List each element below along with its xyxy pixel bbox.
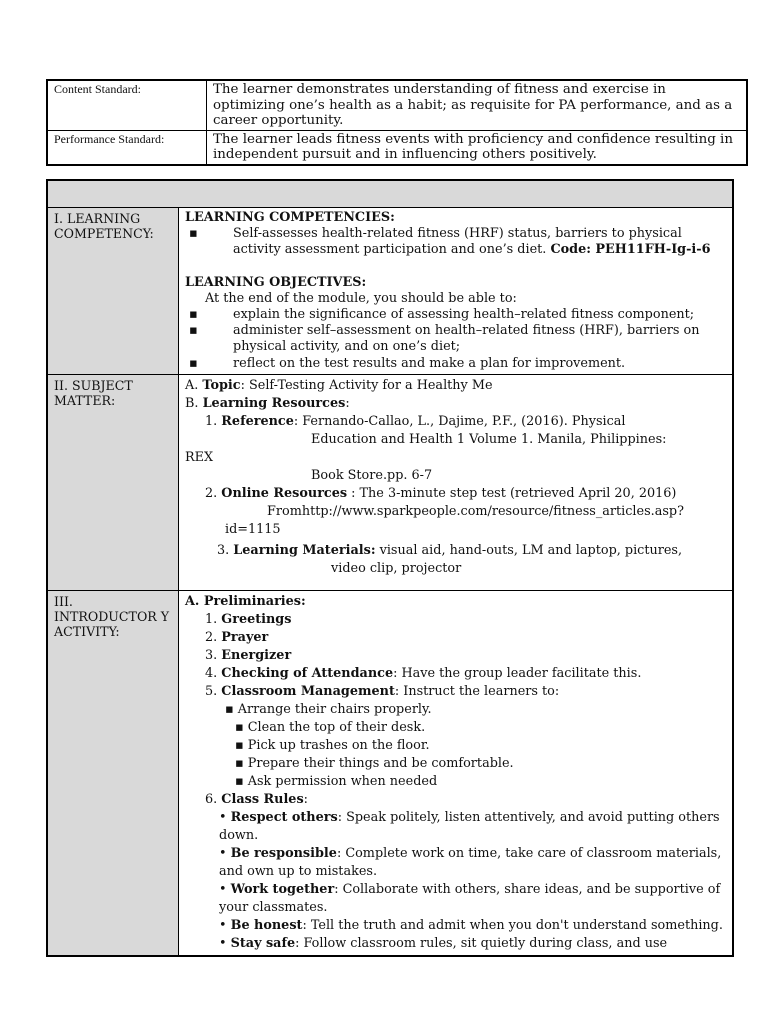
rules-colon: : — [303, 791, 308, 807]
content-standard-text: The learner demonstrates understanding of fitness and exercise in optimizing one’s health as a habit; as requisite for PA performance, and as a career opportunity. — [207, 80, 748, 130]
bullet-icon: ▪ — [189, 355, 198, 371]
preliminary-label: Checking of Attendance — [221, 665, 394, 681]
class-rule-label: Work together — [230, 881, 335, 897]
preliminary-label: Energizer — [221, 647, 292, 663]
competency-row — [47, 208, 733, 375]
bullet-icon: ▪ — [189, 323, 198, 339]
preliminary-num: 3. — [205, 647, 222, 663]
bullet-icon: • — [219, 881, 231, 897]
preliminaries-list — [185, 611, 728, 701]
management-item: ▪ Clean the top of their desk. — [235, 719, 426, 735]
preliminary-num: 2. — [205, 629, 222, 645]
content-standard-row — [47, 80, 747, 130]
lesson-plan-table — [46, 179, 734, 957]
class-rules-list — [185, 809, 728, 953]
subject-matter-label: II. SUBJECT MATTER: — [47, 374, 179, 590]
introductory-activity-row — [47, 590, 733, 956]
resources-prefix: B. — [185, 395, 199, 411]
class-rule-text: : Collaborate with others, share ideas, and be supportive of your classmates. — [219, 881, 721, 915]
subject-matter-content — [179, 374, 734, 590]
subject-matter-row — [47, 374, 733, 590]
online-num: 2. — [205, 485, 218, 501]
reference-line-2: Education and Health 1 Volume 1. Manila, Philippines: — [311, 431, 667, 447]
management-item: ▪ Prepare their things and be comfortable. — [235, 755, 514, 771]
online-url-line-2: id=1115 — [225, 521, 281, 537]
materials-line — [185, 542, 728, 560]
objective-text: reflect on the test results and make a plan for improvement. — [233, 355, 626, 371]
class-rule-item — [185, 845, 728, 881]
bullet-icon: • — [219, 809, 231, 825]
reference-line — [185, 413, 728, 431]
class-rule-text: : Follow classroom rules, sit quietly during class, and use — [295, 935, 668, 951]
competency-bullet-text: Self-assesses health-related fitness (HRF) status, barriers to physical activity assessment participation and one’s diet. — [233, 226, 682, 258]
preliminary-label: Prayer — [221, 629, 269, 645]
bullet-icon: ▪ — [189, 307, 198, 323]
introductory-activity-label: III. INTRODUCTOR Y ACTIVITY: — [47, 590, 179, 956]
performance-standard-label: Performance Standard: — [47, 130, 207, 165]
preliminary-num: 1. — [205, 611, 222, 627]
competency-code: Code: PEH11FH-Ig-i-6 — [550, 242, 711, 258]
objective-text: administer self–assessment on health–related fitness (HRF), barriers on physical activity, and on one’s diet; — [233, 323, 700, 355]
resources-label: Learning Resources — [202, 395, 346, 411]
management-item: ▪ Ask permission when needed — [235, 773, 438, 789]
materials-line-2: video clip, projector — [331, 560, 462, 576]
introductory-activity-content — [179, 590, 734, 956]
preliminary-item — [185, 611, 728, 629]
reference-label: Reference — [221, 413, 294, 429]
preliminary-label: Classroom Management — [221, 683, 395, 699]
class-rule-label: Stay safe — [230, 935, 296, 951]
topic-line — [185, 377, 728, 395]
standards-table — [46, 79, 748, 166]
preliminary-item — [185, 683, 728, 701]
rules-label: Class Rules — [221, 791, 304, 807]
objective-item — [189, 323, 728, 355]
online-label: Online Resources — [221, 485, 348, 501]
class-rule-text: : Complete work on time, take care of classroom materials, and own up to mistakes. — [219, 845, 722, 879]
preliminary-text: : Have the group leader facilitate this. — [393, 665, 642, 681]
class-rule-label: Be honest — [230, 917, 303, 933]
resources-line — [185, 395, 728, 413]
objective-text: explain the significance of assessing health–related fitness component; — [233, 307, 695, 323]
reference-num: 1. — [205, 413, 218, 429]
preliminary-item — [185, 665, 728, 683]
reference-line-4: Book Store.pp. 6-7 — [311, 467, 433, 483]
materials-num: 3. — [217, 542, 230, 558]
bullet-icon: • — [219, 845, 231, 861]
class-rule-label: Respect others — [230, 809, 338, 825]
objectives-intro: At the end of the module, you should be able to: — [205, 290, 517, 306]
topic-label: Topic — [202, 377, 241, 393]
materials-text: visual aid, hand-outs, LM and laptop, pictures, — [375, 542, 683, 558]
materials-label: Learning Materials: — [233, 542, 376, 558]
resources-colon: : — [345, 395, 350, 411]
online-url-line: Fromhttp://www.sparkpeople.com/resource/fitness_articles.asp? — [267, 503, 684, 519]
class-rules-line — [185, 791, 728, 809]
preliminary-text: : Instruct the learners to: — [394, 683, 560, 699]
preliminary-item — [185, 629, 728, 647]
class-rule-item — [185, 809, 728, 845]
management-item: ▪ Pick up trashes on the floor. — [235, 737, 430, 753]
reference-text: : Fernando-Callao, L., Dajime, P.F., (2016). Physical — [293, 413, 626, 429]
class-rule-item — [185, 935, 728, 953]
class-rule-label: Be responsible — [230, 845, 337, 861]
preliminary-item — [185, 647, 728, 665]
competency-label: I. LEARNING COMPETENCY: — [47, 208, 179, 375]
class-rule-text: : Tell the truth and admit when you don't understand something. — [302, 917, 723, 933]
preliminary-num: 5. — [205, 683, 222, 699]
preliminaries-heading: A. Preliminaries: — [185, 593, 306, 609]
rules-num: 6. — [205, 791, 218, 807]
class-rule-text: : Speak politely, listen attentively, and avoid putting others down. — [219, 809, 720, 843]
bullet-icon: ▪ — [189, 226, 198, 242]
content-standard-label: Content Standard: — [47, 80, 207, 130]
online-resources-line — [185, 485, 728, 503]
management-list — [185, 701, 728, 791]
objectives-heading: LEARNING OBJECTIVES: — [185, 274, 367, 290]
preliminary-num: 4. — [205, 665, 222, 681]
topic-prefix: A. — [185, 377, 199, 393]
competency-bullet — [189, 226, 728, 258]
objective-item — [189, 355, 728, 372]
performance-standard-row — [47, 130, 747, 165]
competency-content — [179, 208, 734, 375]
competencies-heading: LEARNING COMPETENCIES: — [185, 210, 395, 225]
performance-standard-text: The learner leads fitness events with proficiency and confidence resulting in independent pursuit and in influencing others positively. — [207, 130, 748, 165]
bullet-icon: • — [219, 917, 231, 933]
online-text: : The 3-minute step test (retrieved April 20, 2016) — [347, 485, 677, 501]
topic-text: : Self-Testing Activity for a Healthy Me — [240, 377, 493, 393]
table-header-band — [47, 180, 733, 208]
class-rule-item — [185, 917, 728, 935]
bullet-icon: • — [219, 935, 231, 951]
objective-item — [189, 307, 728, 323]
preliminary-label: Greetings — [221, 611, 292, 627]
class-rule-item — [185, 881, 728, 917]
management-item: ▪ Arrange their chairs properly. — [225, 701, 432, 717]
reference-line-3: REX — [185, 449, 214, 465]
